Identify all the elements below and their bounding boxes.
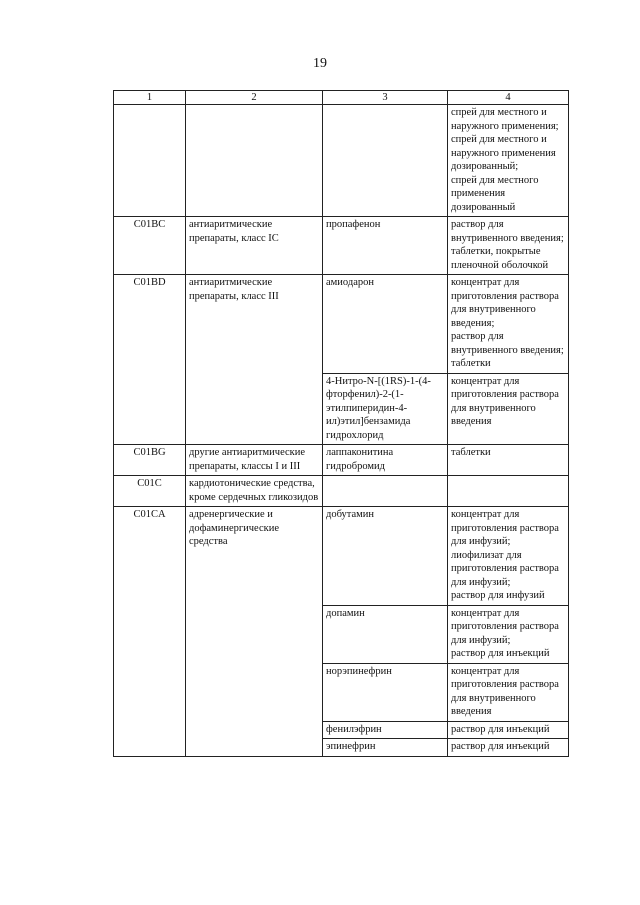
atc-code-cell: C01BC	[114, 217, 186, 275]
atc-code-cell: C01BD	[114, 275, 186, 445]
group-name-cell: адренергические и дофаминергические средства	[186, 507, 323, 757]
header-cell: 1	[114, 91, 186, 105]
dosage-forms-cell: таблетки	[448, 445, 569, 476]
drug-name-cell: добутамин	[323, 507, 448, 606]
table-row	[114, 217, 569, 275]
table-header-row	[114, 91, 569, 105]
header-cell: 4	[448, 91, 569, 105]
drug-name-cell: амиодарон	[323, 275, 448, 374]
drug-name-cell: допамин	[323, 605, 448, 663]
group-name-cell: антиаритмические препараты, класс III	[186, 275, 323, 445]
header-cell: 2	[186, 91, 323, 105]
group-name-cell: кардиотонические средства, кроме сердечных гликозидов	[186, 476, 323, 507]
drug-name-cell: лаппаконитина гидробромид	[323, 445, 448, 476]
table-row	[114, 445, 569, 476]
drug-name-cell	[323, 105, 448, 217]
header-cell: 3	[323, 91, 448, 105]
dosage-forms-cell: раствор для инъекций	[448, 739, 569, 757]
dosage-forms-cell: концентрат для приготовления раствора для инфузий; лиофилизат для приготовления раствора для инфузий; раствор для инфузий	[448, 507, 569, 606]
table-row	[114, 275, 569, 374]
dosage-forms-cell: концентрат для приготовления раствора для внутривенного введения	[448, 373, 569, 445]
drug-table	[113, 90, 569, 757]
drug-table-body	[114, 91, 569, 757]
table-row	[114, 476, 569, 507]
table-row	[114, 507, 569, 606]
drug-name-cell	[323, 476, 448, 507]
dosage-forms-cell: концентрат для приготовления раствора для внутривенного введения	[448, 663, 569, 721]
group-name-cell: другие антиаритмические препараты, классы I и III	[186, 445, 323, 476]
group-name-cell	[186, 105, 323, 217]
drug-name-cell: пропафенон	[323, 217, 448, 275]
dosage-forms-cell: раствор для инъекций	[448, 721, 569, 739]
page-number: 19	[313, 56, 327, 71]
atc-code-cell: C01CA	[114, 507, 186, 757]
dosage-forms-cell	[448, 476, 569, 507]
drug-name-cell: 4-Нитро-N-[(1RS)-1-(4-фторфенил)-2-(1-этилпиперидин-4-ил)этил]бензамида гидрохлорид	[323, 373, 448, 445]
atc-code-cell	[114, 105, 186, 217]
group-name-cell: антиаритмические препараты, класс IC	[186, 217, 323, 275]
table-row	[114, 105, 569, 217]
drug-name-cell: эпинефрин	[323, 739, 448, 757]
dosage-forms-cell: раствор для внутривенного введения; таблетки, покрытые пленочной оболочкой	[448, 217, 569, 275]
drug-name-cell: фенилэфрин	[323, 721, 448, 739]
dosage-forms-cell: концентрат для приготовления раствора для внутривенного введения; раствор для внутривенного введения; таблетки	[448, 275, 569, 374]
dosage-forms-cell: концентрат для приготовления раствора для инфузий; раствор для инъекций	[448, 605, 569, 663]
drug-name-cell: норэпинефрин	[323, 663, 448, 721]
dosage-forms-cell: спрей для местного и наружного применения; спрей для местного и наружного применения дозированный; спрей для местного применения дозированный	[448, 105, 569, 217]
atc-code-cell: C01BG	[114, 445, 186, 476]
atc-code-cell: C01C	[114, 476, 186, 507]
